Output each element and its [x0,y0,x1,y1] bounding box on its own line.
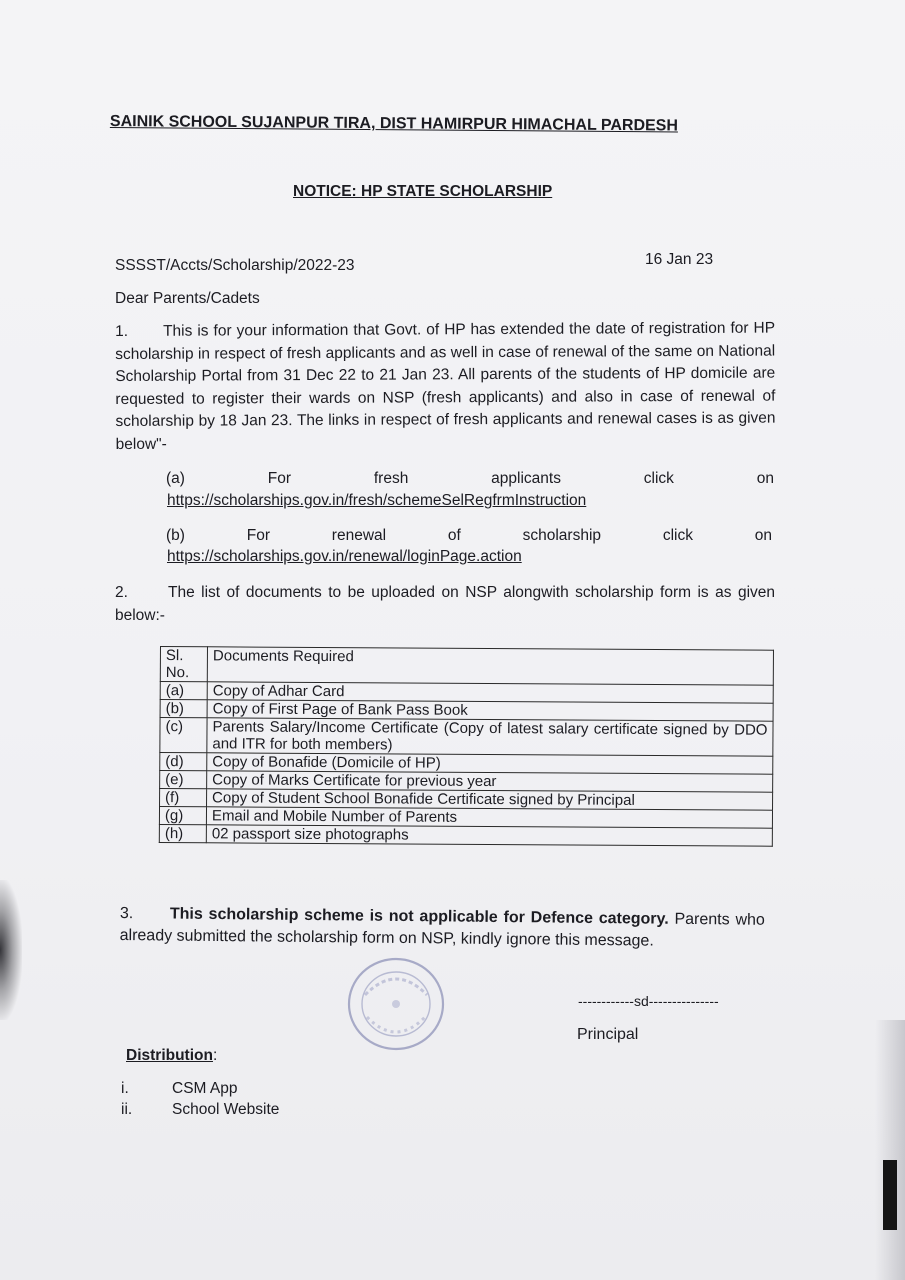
table-row [159,824,772,846]
paragraph-3 [120,903,765,954]
row-document: 02 passport size photographs [206,825,772,846]
paragraph-number: 1. [115,322,129,340]
header-sl-no: Sl. No. [160,647,207,682]
link-a-word: applicants [491,470,561,487]
distribution-heading [126,1047,217,1065]
row-sl: (c) [160,718,207,753]
row-sl: (h) [159,824,206,842]
documents-table [159,646,774,847]
school-header: SAINIK SCHOOL SUJANPUR TIRA, DIST HAMIRPUR HIMACHAL PARDESH [109,113,679,135]
link-b-word: of [447,527,461,544]
link-a-word: click [643,470,674,487]
table-header-row [160,647,773,686]
link-b-line [166,527,772,545]
link-a-word: fresh [373,470,409,487]
distribution-title: Distribution [126,1047,213,1064]
signature: ------------sd--------------- [578,993,719,1009]
page-edge-shadow [0,880,22,1020]
row-sl: (d) [160,753,207,771]
distribution-text: School Website [172,1101,280,1118]
page-edge-mark [883,1160,897,1230]
table-row [160,718,773,757]
row-sl: (f) [160,789,207,807]
distribution-item [121,1080,237,1098]
item-label: (a) [166,470,185,487]
paragraph-2 [115,582,775,627]
row-document: Copy of Marks Certificate for previous year [207,771,773,792]
renewal-link[interactable]: https://scholarships.gov.in/renewal/loginPage.action [167,548,522,565]
row-document: Copy of First Page of Bank Pass Book [207,700,773,721]
row-sl: (b) [160,700,207,718]
paragraph-number: 2. [115,584,128,601]
notice-date: 16 Jan 23 [645,251,714,268]
distribution-num: ii. [121,1101,133,1118]
distribution-text: CSM App [172,1080,238,1097]
paragraph-3-text: Parents who already submitted the scholarship form on NSP, kindly ignore this message. [119,910,765,950]
paragraph-3-emphasis: This scholarship scheme is not applicable for Defence category. [169,905,669,928]
paragraph-2-text: The list of documents to be uploaded on NSP alongwith scholarship form is as given below:- [115,584,775,624]
link-a-word: on [756,470,774,487]
row-document: Email and Mobile Number of Parents [206,807,772,828]
notice-title: NOTICE: HP STATE SCHOLARSHIP [293,183,553,200]
signatory: Principal [577,1026,639,1043]
header-documents: Documents Required [207,647,773,685]
item-label: (b) [166,527,185,544]
row-document: Parents Salary/Income Certificate (Copy of latest salary certificate signed by DDO and ITR for both members) [207,718,773,756]
link-b-word: For [246,527,270,544]
row-document: Copy of Adhar Card [207,682,773,703]
distribution-item [121,1101,279,1119]
paragraph-1 [115,318,776,456]
page-edge-shadow [875,1020,905,1280]
school-seal-stamp [345,955,447,1053]
row-document: Copy of Bonafide (Domicile of HP) [207,753,773,774]
distribution-num: i. [121,1080,129,1097]
link-a-line [166,470,774,488]
paragraph-number: 3. [119,904,134,923]
fresh-applicants-link[interactable]: https://scholarships.gov.in/fresh/schemeSelRegfrmInstruction [167,492,587,509]
distribution-colon: : [212,1047,218,1064]
row-sl: (g) [159,807,206,825]
paragraph-1-text: This is for your information that Govt. of HP has extended the date of registration for HP scholarship in respect of fresh applicants and as well in case of renewal of the same on National Scholarship Portal from 31 Dec 22 to 21 Jan 23. All parents of the students of HP domicile are requested to register their wards on NSP (fresh applicants) and also in case of renewal of scholarship by 18 Jan 23. The links in respect of fresh applicants and renewal cases is as given below"- [115,319,776,453]
row-sl: (a) [160,682,207,700]
link-b-word: click [662,527,693,544]
reference-number: SSSST/Accts/Scholarship/2022-23 [115,257,355,274]
row-sl: (e) [160,771,207,789]
link-b-word: scholarship [522,527,602,544]
salutation: Dear Parents/Cadets [115,290,260,307]
link-b-word: on [754,527,772,544]
link-b-word: renewal [331,527,387,544]
link-a-word: For [267,470,292,487]
row-document: Copy of Student School Bonafide Certificate signed by Principal [207,789,773,810]
